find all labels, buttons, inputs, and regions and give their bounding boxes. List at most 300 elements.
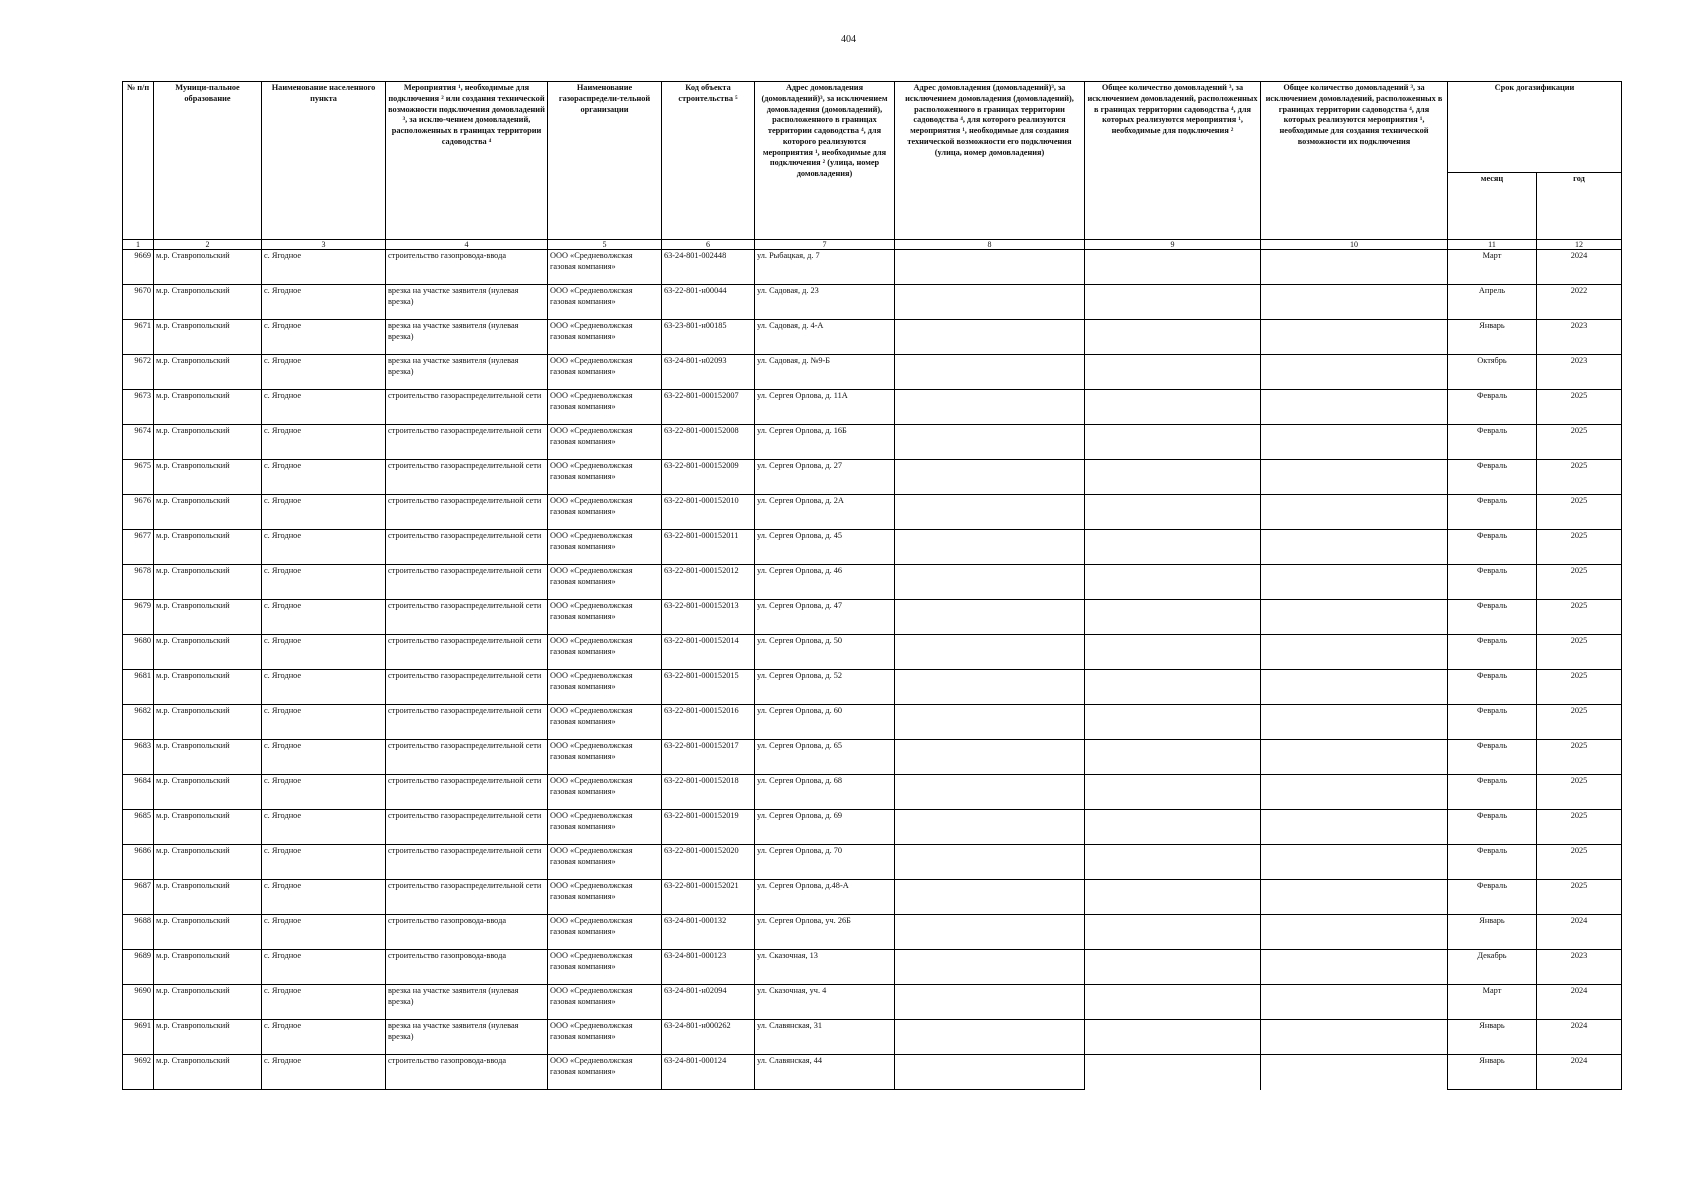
address-tech-cell: [895, 495, 1085, 530]
address-tech-cell: [895, 530, 1085, 565]
column-number: 6: [662, 240, 755, 250]
settlement-cell: с. Ягодное: [262, 915, 386, 950]
table-row: [123, 1020, 1622, 1055]
object-code-cell: 63-24-801-000132: [662, 915, 755, 950]
column-number: 12: [1537, 240, 1622, 250]
event-cell: строительство газораспределительной сети: [386, 705, 548, 740]
year-cell: 2025: [1537, 495, 1622, 530]
count-tech-cell: [1261, 390, 1448, 425]
municipality-cell: м.р. Ставропольский: [154, 425, 262, 460]
address-tech-cell: [895, 845, 1085, 880]
event-cell: строительство газораспределительной сети: [386, 670, 548, 705]
year-cell: 2024: [1537, 985, 1622, 1020]
row-number: 9682: [123, 705, 154, 740]
row-number: 9671: [123, 320, 154, 355]
year-cell: 2023: [1537, 355, 1622, 390]
count-connect-cell: [1085, 810, 1261, 845]
object-code-cell: 63-22-801-000152012: [662, 565, 755, 600]
event-cell: строительство газопровода-ввода: [386, 1055, 548, 1090]
header-month: месяц: [1448, 173, 1537, 240]
address-cell: ул. Сергея Орлова, д. 11А: [755, 390, 895, 425]
object-code-cell: 63-24-801-000124: [662, 1055, 755, 1090]
year-cell: 2025: [1537, 600, 1622, 635]
event-cell: строительство газораспределительной сети: [386, 565, 548, 600]
month-cell: Февраль: [1448, 880, 1537, 915]
year-cell: 2025: [1537, 705, 1622, 740]
column-number: 8: [895, 240, 1085, 250]
organization-cell: ООО «Средневолжская газовая компания»: [548, 670, 662, 705]
object-code-cell: 63-24-801-н000262: [662, 1020, 755, 1055]
organization-cell: ООО «Средневолжская газовая компания»: [548, 600, 662, 635]
month-cell: Декабрь: [1448, 950, 1537, 985]
row-number: 9684: [123, 775, 154, 810]
municipality-cell: м.р. Ставропольский: [154, 1055, 262, 1090]
table-body: [123, 250, 1622, 1090]
settlement-cell: с. Ягодное: [262, 250, 386, 285]
count-connect-cell: [1085, 1055, 1261, 1090]
header-col4: Мероприятия ¹, необходимые для подключения ² или создания технической возможности подключения домовладений ³, за исклю-чением домовладений, расположенных в границах территории садоводства ⁴: [386, 82, 548, 240]
settlement-cell: с. Ягодное: [262, 320, 386, 355]
municipality-cell: м.р. Ставропольский: [154, 285, 262, 320]
table-row: [123, 530, 1622, 565]
table-row: [123, 915, 1622, 950]
organization-cell: ООО «Средневолжская газовая компания»: [548, 845, 662, 880]
row-number: 9681: [123, 670, 154, 705]
organization-cell: ООО «Средневолжская газовая компания»: [548, 775, 662, 810]
row-number: 9669: [123, 250, 154, 285]
column-number: 3: [262, 240, 386, 250]
organization-cell: ООО «Средневолжская газовая компания»: [548, 355, 662, 390]
count-tech-cell: [1261, 460, 1448, 495]
organization-cell: ООО «Средневолжская газовая компания»: [548, 915, 662, 950]
month-cell: Февраль: [1448, 565, 1537, 600]
organization-cell: ООО «Средневолжская газовая компания»: [548, 1020, 662, 1055]
row-number: 9686: [123, 845, 154, 880]
year-cell: 2025: [1537, 845, 1622, 880]
row-number: 9690: [123, 985, 154, 1020]
count-tech-cell: [1261, 600, 1448, 635]
settlement-cell: с. Ягодное: [262, 950, 386, 985]
count-connect-cell: [1085, 495, 1261, 530]
organization-cell: ООО «Средневолжская газовая компания»: [548, 285, 662, 320]
organization-cell: ООО «Средневолжская газовая компания»: [548, 985, 662, 1020]
row-number: 9674: [123, 425, 154, 460]
count-connect-cell: [1085, 285, 1261, 320]
settlement-cell: с. Ягодное: [262, 460, 386, 495]
address-cell: ул. Сергея Орлова, д. 16Б: [755, 425, 895, 460]
object-code-cell: 63-22-801-000152019: [662, 810, 755, 845]
address-cell: ул. Славянская, 44: [755, 1055, 895, 1090]
organization-cell: ООО «Средневолжская газовая компания»: [548, 460, 662, 495]
event-cell: врезка на участке заявителя (нулевая врезка): [386, 285, 548, 320]
count-connect-cell: [1085, 250, 1261, 285]
table-row: [123, 950, 1622, 985]
year-cell: 2025: [1537, 670, 1622, 705]
event-cell: строительство газораспределительной сети: [386, 390, 548, 425]
count-tech-cell: [1261, 915, 1448, 950]
settlement-cell: с. Ягодное: [262, 530, 386, 565]
table-row: [123, 460, 1622, 495]
address-cell: ул. Сергея Орлова, д. 68: [755, 775, 895, 810]
row-number: 9673: [123, 390, 154, 425]
object-code-cell: 63-24-801-н02094: [662, 985, 755, 1020]
count-tech-cell: [1261, 425, 1448, 460]
settlement-cell: с. Ягодное: [262, 985, 386, 1020]
month-cell: Февраль: [1448, 705, 1537, 740]
address-tech-cell: [895, 950, 1085, 985]
table-row: [123, 985, 1622, 1020]
year-cell: 2025: [1537, 740, 1622, 775]
object-code-cell: 63-22-801-000152011: [662, 530, 755, 565]
address-cell: ул. Сергея Орлова, д. 50: [755, 635, 895, 670]
address-cell: ул. Славянская, 31: [755, 1020, 895, 1055]
column-number: 9: [1085, 240, 1261, 250]
municipality-cell: м.р. Ставропольский: [154, 1020, 262, 1055]
count-tech-cell: [1261, 320, 1448, 355]
month-cell: Октябрь: [1448, 355, 1537, 390]
municipality-cell: м.р. Ставропольский: [154, 950, 262, 985]
table-row: [123, 285, 1622, 320]
row-number: 9687: [123, 880, 154, 915]
organization-cell: ООО «Средневолжская газовая компания»: [548, 565, 662, 600]
month-cell: Февраль: [1448, 495, 1537, 530]
count-connect-cell: [1085, 775, 1261, 810]
row-number: 9679: [123, 600, 154, 635]
object-code-cell: 63-22-801-н00044: [662, 285, 755, 320]
address-tech-cell: [895, 670, 1085, 705]
year-cell: 2025: [1537, 530, 1622, 565]
row-number: 9688: [123, 915, 154, 950]
count-connect-cell: [1085, 880, 1261, 915]
object-code-cell: 63-22-801-000152015: [662, 670, 755, 705]
address-tech-cell: [895, 250, 1085, 285]
month-cell: Февраль: [1448, 530, 1537, 565]
month-cell: Февраль: [1448, 600, 1537, 635]
address-tech-cell: [895, 320, 1085, 355]
year-cell: 2024: [1537, 1020, 1622, 1055]
settlement-cell: с. Ягодное: [262, 635, 386, 670]
object-code-cell: 63-22-801-000152017: [662, 740, 755, 775]
event-cell: врезка на участке заявителя (нулевая врезка): [386, 320, 548, 355]
year-cell: 2025: [1537, 775, 1622, 810]
table-row: [123, 495, 1622, 530]
settlement-cell: с. Ягодное: [262, 565, 386, 600]
month-cell: Февраль: [1448, 390, 1537, 425]
settlement-cell: с. Ягодное: [262, 390, 386, 425]
row-number: 9683: [123, 740, 154, 775]
address-cell: ул. Сергея Орлова, уч. 26Б: [755, 915, 895, 950]
header-col10: Общее количество домовладений ³, за исключением домовладений, расположенных в границах территории садоводства ⁴, для которых реализуются мероприятия ¹, необходимые для создания технической возможности их подключения: [1261, 82, 1448, 240]
year-cell: 2025: [1537, 565, 1622, 600]
event-cell: строительство газопровода-ввода: [386, 250, 548, 285]
settlement-cell: с. Ягодное: [262, 705, 386, 740]
month-cell: Февраль: [1448, 845, 1537, 880]
address-cell: ул. Сказочная, 13: [755, 950, 895, 985]
count-tech-cell: [1261, 775, 1448, 810]
header-col3: Наименование населенного пункта: [262, 82, 386, 240]
address-cell: ул. Сергея Орлова, д. 65: [755, 740, 895, 775]
count-tech-cell: [1261, 880, 1448, 915]
address-cell: ул. Сергея Орлова, д. 47: [755, 600, 895, 635]
address-tech-cell: [895, 705, 1085, 740]
count-connect-cell: [1085, 355, 1261, 390]
event-cell: врезка на участке заявителя (нулевая врезка): [386, 1020, 548, 1055]
column-number: 2: [154, 240, 262, 250]
organization-cell: ООО «Средневолжская газовая компания»: [548, 390, 662, 425]
object-code-cell: 63-22-801-000152008: [662, 425, 755, 460]
year-cell: 2024: [1537, 1055, 1622, 1090]
address-tech-cell: [895, 635, 1085, 670]
table-row: [123, 705, 1622, 740]
municipality-cell: м.р. Ставропольский: [154, 600, 262, 635]
table-row: [123, 1055, 1622, 1090]
row-number: 9670: [123, 285, 154, 320]
municipality-cell: м.р. Ставропольский: [154, 390, 262, 425]
settlement-cell: с. Ягодное: [262, 775, 386, 810]
municipality-cell: м.р. Ставропольский: [154, 880, 262, 915]
column-number: 1: [123, 240, 154, 250]
settlement-cell: с. Ягодное: [262, 740, 386, 775]
address-cell: ул. Сергея Орлова, д. 69: [755, 810, 895, 845]
settlement-cell: с. Ягодное: [262, 880, 386, 915]
table-row: [123, 355, 1622, 390]
address-cell: ул. Сказочная, уч. 4: [755, 985, 895, 1020]
table-row: [123, 810, 1622, 845]
event-cell: строительство газораспределительной сети: [386, 810, 548, 845]
column-number: 5: [548, 240, 662, 250]
address-cell: ул. Сергея Орлова, д. 46: [755, 565, 895, 600]
address-cell: ул. Садовая, д. 4-А: [755, 320, 895, 355]
year-cell: 2025: [1537, 460, 1622, 495]
address-cell: ул. Сергея Орлова, д. 70: [755, 845, 895, 880]
settlement-cell: с. Ягодное: [262, 285, 386, 320]
row-number: 9677: [123, 530, 154, 565]
table-row: [123, 635, 1622, 670]
settlement-cell: с. Ягодное: [262, 845, 386, 880]
address-cell: ул. Сергея Орлова, д. 2А: [755, 495, 895, 530]
count-tech-cell: [1261, 285, 1448, 320]
row-number: 9676: [123, 495, 154, 530]
row-number: 9675: [123, 460, 154, 495]
event-cell: строительство газораспределительной сети: [386, 845, 548, 880]
month-cell: Февраль: [1448, 775, 1537, 810]
table-row: [123, 565, 1622, 600]
count-tech-cell: [1261, 1020, 1448, 1055]
page-number: 404: [841, 34, 856, 45]
address-tech-cell: [895, 880, 1085, 915]
municipality-cell: м.р. Ставропольский: [154, 845, 262, 880]
year-cell: 2024: [1537, 250, 1622, 285]
municipality-cell: м.р. Ставропольский: [154, 250, 262, 285]
count-tech-cell: [1261, 740, 1448, 775]
address-tech-cell: [895, 810, 1085, 845]
count-tech-cell: [1261, 635, 1448, 670]
count-connect-cell: [1085, 635, 1261, 670]
count-connect-cell: [1085, 320, 1261, 355]
gasification-table: [122, 81, 1622, 1090]
municipality-cell: м.р. Ставропольский: [154, 915, 262, 950]
object-code-cell: 63-22-801-000152007: [662, 390, 755, 425]
organization-cell: ООО «Средневолжская газовая компания»: [548, 495, 662, 530]
event-cell: строительство газораспределительной сети: [386, 880, 548, 915]
object-code-cell: 63-23-801-н00185: [662, 320, 755, 355]
header-col8: Адрес домовладения (домовладений)³, за исключением домовладения (домовладений), расположенного в границах территории садоводства ⁴, для которого реализуются мероприятия ¹, необходимые для создания технической возможности его подключения (улица, номер домовладения): [895, 82, 1085, 240]
count-connect-cell: [1085, 705, 1261, 740]
row-number: 9680: [123, 635, 154, 670]
column-numbers-row: [123, 240, 1622, 250]
count-connect-cell: [1085, 565, 1261, 600]
month-cell: Февраль: [1448, 740, 1537, 775]
municipality-cell: м.р. Ставропольский: [154, 460, 262, 495]
event-cell: строительство газораспределительной сети: [386, 740, 548, 775]
column-number: 11: [1448, 240, 1537, 250]
settlement-cell: с. Ягодное: [262, 670, 386, 705]
count-tech-cell: [1261, 565, 1448, 600]
count-tech-cell: [1261, 250, 1448, 285]
settlement-cell: с. Ягодное: [262, 1020, 386, 1055]
header-col1: № п/п: [123, 82, 154, 240]
header-col9: Общее количество домовладений ³, за исключением домовладений, расположенных в границах территории садоводства ⁴, для которых реализуются мероприятия ¹, необходимые для подключения ²: [1085, 82, 1261, 240]
event-cell: строительство газораспределительной сети: [386, 425, 548, 460]
count-connect-cell: [1085, 950, 1261, 985]
month-cell: Февраль: [1448, 635, 1537, 670]
municipality-cell: м.р. Ставропольский: [154, 985, 262, 1020]
object-code-cell: 63-22-801-000152013: [662, 600, 755, 635]
count-tech-cell: [1261, 950, 1448, 985]
year-cell: 2025: [1537, 390, 1622, 425]
row-number: 9678: [123, 565, 154, 600]
address-tech-cell: [895, 390, 1085, 425]
settlement-cell: с. Ягодное: [262, 355, 386, 390]
month-cell: Апрель: [1448, 285, 1537, 320]
municipality-cell: м.р. Ставропольский: [154, 635, 262, 670]
address-tech-cell: [895, 425, 1085, 460]
header-col6: Код объекта строительства ⁵: [662, 82, 755, 240]
month-cell: Март: [1448, 250, 1537, 285]
organization-cell: ООО «Средневолжская газовая компания»: [548, 810, 662, 845]
table-row: [123, 600, 1622, 635]
year-cell: 2025: [1537, 880, 1622, 915]
event-cell: врезка на участке заявителя (нулевая врезка): [386, 985, 548, 1020]
organization-cell: ООО «Средневолжская газовая компания»: [548, 880, 662, 915]
count-connect-cell: [1085, 985, 1261, 1020]
count-tech-cell: [1261, 1055, 1448, 1090]
month-cell: Январь: [1448, 915, 1537, 950]
address-tech-cell: [895, 355, 1085, 390]
municipality-cell: м.р. Ставропольский: [154, 530, 262, 565]
address-tech-cell: [895, 1055, 1085, 1090]
organization-cell: ООО «Средневолжская газовая компания»: [548, 1055, 662, 1090]
municipality-cell: м.р. Ставропольский: [154, 355, 262, 390]
count-tech-cell: [1261, 670, 1448, 705]
count-connect-cell: [1085, 530, 1261, 565]
settlement-cell: с. Ягодное: [262, 600, 386, 635]
object-code-cell: 63-22-801-000152014: [662, 635, 755, 670]
object-code-cell: 63-22-801-000152010: [662, 495, 755, 530]
address-cell: ул. Сергея Орлова, д. 45: [755, 530, 895, 565]
count-tech-cell: [1261, 705, 1448, 740]
table-row: [123, 880, 1622, 915]
table-row: [123, 425, 1622, 460]
table-row: [123, 390, 1622, 425]
organization-cell: ООО «Средневолжская газовая компания»: [548, 740, 662, 775]
table-row: [123, 670, 1622, 705]
year-cell: 2022: [1537, 285, 1622, 320]
count-connect-cell: [1085, 390, 1261, 425]
municipality-cell: м.р. Ставропольский: [154, 565, 262, 600]
column-number: 10: [1261, 240, 1448, 250]
municipality-cell: м.р. Ставропольский: [154, 495, 262, 530]
month-cell: Февраль: [1448, 670, 1537, 705]
address-tech-cell: [895, 565, 1085, 600]
year-cell: 2023: [1537, 950, 1622, 985]
object-code-cell: 63-22-801-000152016: [662, 705, 755, 740]
row-number: 9691: [123, 1020, 154, 1055]
count-connect-cell: [1085, 600, 1261, 635]
count-connect-cell: [1085, 425, 1261, 460]
event-cell: строительство газораспределительной сети: [386, 600, 548, 635]
organization-cell: ООО «Средневолжская газовая компания»: [548, 635, 662, 670]
month-cell: Февраль: [1448, 425, 1537, 460]
address-cell: ул. Сергея Орлова, д. 27: [755, 460, 895, 495]
count-tech-cell: [1261, 845, 1448, 880]
header-year: год: [1537, 173, 1622, 240]
header-col7: Адрес домовладения (домовладений)³, за исключением домовладения (домовладений), расположенного в границах территории садоводства ⁴, для которого реализуются мероприятия ¹, необходимые для подключения ² (улица, номер домовладения): [755, 82, 895, 240]
month-cell: Январь: [1448, 1020, 1537, 1055]
table-row: [123, 845, 1622, 880]
column-number: 4: [386, 240, 548, 250]
settlement-cell: с. Ягодное: [262, 425, 386, 460]
object-code-cell: 63-22-801-000152018: [662, 775, 755, 810]
row-number: 9672: [123, 355, 154, 390]
event-cell: строительство газораспределительной сети: [386, 775, 548, 810]
month-cell: Февраль: [1448, 460, 1537, 495]
count-tech-cell: [1261, 495, 1448, 530]
count-connect-cell: [1085, 670, 1261, 705]
event-cell: врезка на участке заявителя (нулевая врезка): [386, 355, 548, 390]
header-term: Срок догазификации: [1448, 82, 1622, 173]
count-connect-cell: [1085, 460, 1261, 495]
event-cell: строительство газораспределительной сети: [386, 635, 548, 670]
object-code-cell: 63-24-801-000123: [662, 950, 755, 985]
object-code-cell: 63-22-801-000152021: [662, 880, 755, 915]
header-col5: Наименование газораспредели-тельной организации: [548, 82, 662, 240]
address-cell: ул. Сергея Орлова, д. 52: [755, 670, 895, 705]
municipality-cell: м.р. Ставропольский: [154, 320, 262, 355]
municipality-cell: м.р. Ставропольский: [154, 775, 262, 810]
table-row: [123, 740, 1622, 775]
settlement-cell: с. Ягодное: [262, 495, 386, 530]
row-number: 9685: [123, 810, 154, 845]
event-cell: строительство газораспределительной сети: [386, 460, 548, 495]
address-tech-cell: [895, 1020, 1085, 1055]
event-cell: строительство газопровода-ввода: [386, 950, 548, 985]
header-col2: Муници-пальное образование: [154, 82, 262, 240]
object-code-cell: 63-22-801-000152009: [662, 460, 755, 495]
table-row: [123, 250, 1622, 285]
organization-cell: ООО «Средневолжская газовая компания»: [548, 425, 662, 460]
table-row: [123, 320, 1622, 355]
table-row: [123, 775, 1622, 810]
event-cell: строительство газораспределительной сети: [386, 495, 548, 530]
row-number: 9692: [123, 1055, 154, 1090]
row-number: 9689: [123, 950, 154, 985]
organization-cell: ООО «Средневолжская газовая компания»: [548, 530, 662, 565]
year-cell: 2024: [1537, 915, 1622, 950]
organization-cell: ООО «Средневолжская газовая компания»: [548, 705, 662, 740]
settlement-cell: с. Ягодное: [262, 810, 386, 845]
count-tech-cell: [1261, 355, 1448, 390]
